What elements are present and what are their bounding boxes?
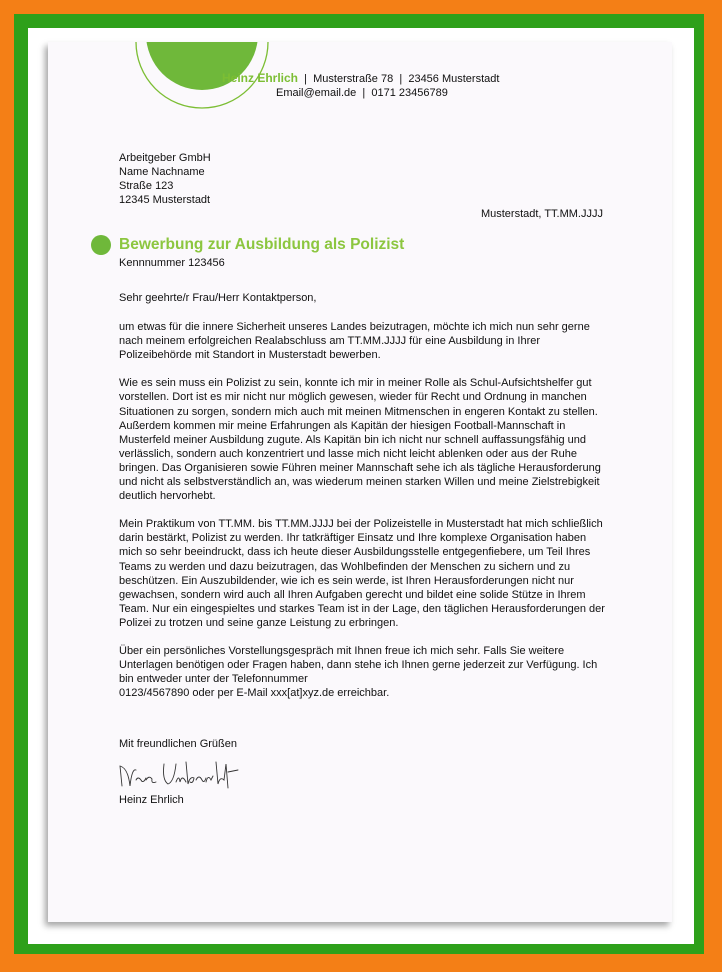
contact-line: 0123/4567890 oder per E-Mail xxx[at]xyz.de erreichbar.: [119, 687, 390, 700]
sender-phone: 0171 23456789: [371, 87, 448, 99]
paragraph-1: um etwas für die innere Sicherheit unseres Landes beizutragen, möchte ich mich nun sehr gerne nach meinem erfolgreichen Realabschluss am TT.MM.JJJJ für eine Ausbildung in Ihrer Polizeibehörde mit Standort in Musterstadt bewerben.: [119, 321, 590, 362]
recipient-street: Straße 123: [119, 180, 174, 192]
paragraph-3: Mein Praktikum von TT.MM. bis TT.MM.JJJJ bei der Polizeistelle in Musterstadt hat mich schließlich darin bestärkt, Polizist zu werden. Ihr tatkräftiger Einsatz und Ihre komplexe Organisation haben mich so sehr beeindruckt, dass ich heute dieser Ausbildungsstelle entgegenfiebere, um Teil Ihres Teams zu werden und dazu beizutragen, das Wohlbefinden der Menschen zu sichern und zu beschützen. Ein Auszubildender, wie ich es sein werde, ist Ihren Herausforderungen nicht nur gewachsen, sondern wird auch all Ihren Aufgaben gerecht und bildet eine solide Stütze in Ihrem Team. Nur ein eingespieltes und starkes Team ist in der Lage, den täglichen Herausforderungen der Polizei zu trotzen und seine ganze Leistung zu erbringen.: [119, 518, 605, 629]
sender-email: Email@email.de: [276, 87, 357, 99]
paragraph-2: Wie es sein muss ein Polizist zu sein, konnte ich mir in meiner Rolle als Schul-Aufsichtshelfer gut vorstellen. Dort ist es mir nicht nur möglich gewesen, wieder für Recht und Ordnung in manchen Situationen zu sorgen, sondern mich auch mit meinen Mitmenschen in engeren Kontakt zu stellen. Außerdem kommen mir meine Erfahrungen als Kapitän der hiesigen Football-Mannschaft in Musterfeld meiner Ausbildung zugute. Als Kapitän bin ich nicht nur schnell auffassungsfähig und verlässlich, sondern auch konzentriert und lasse mich nicht leicht ablenken oder aus der Ruhe bringen. Das Organisieren sowie Führen meiner Mannschaft sehe ich als tägliche Herausforderung und nicht als selbstverständlich an, was wiederum meinen starken Willen und meine Zielstrebigkeit deutlich hervorhebt.: [119, 377, 601, 503]
paragraph-4: Über ein persönliches Vorstellungsgespräch mit Ihnen freue ich mich sehr. Falls Sie weitere Unterlagen benötigen oder Fragen haben, dann stehe ich Ihnen gerne jederzeit zur Verfügung. Ich bin entweder unter der Telefonnummer 0123/4567890 oder per E-Mail xxx[at]xyz.de erreichbar.: [119, 644, 598, 700]
green-circle-logo-icon: [132, 42, 274, 152]
recipient-city: 12345 Musterstadt: [119, 194, 211, 206]
reference-number: Kennnummer 123456: [119, 257, 225, 269]
salutation: Sehr geehrte/r Frau/Herr Kontaktperson,: [119, 292, 317, 304]
letter-date: Musterstadt, TT.MM.JJJJ: [480, 208, 603, 220]
sender-city: 23456 Musterstadt: [408, 73, 500, 85]
header-line-2: Email@email.de | 0171 23456789: [276, 87, 448, 99]
recipient-person: Name Nachname: [119, 166, 205, 178]
green-dot-icon: [91, 235, 111, 255]
closing: Mit freundlichen Grüßen: [119, 738, 237, 750]
sender-street: Musterstraße 78: [313, 73, 394, 85]
handwritten-signature: [116, 758, 242, 796]
signer-name: Heinz Ehrlich: [119, 794, 184, 806]
recipient-address: [119, 151, 211, 207]
sender-name: Heinz Ehrlich: [222, 71, 299, 85]
header-line-1: Heinz Ehrlich | Musterstraße 78 | 23456 Musterstadt: [222, 71, 500, 85]
letter-subject: Bewerbung zur Ausbildung als Polizist: [119, 236, 405, 253]
letter-body: [119, 291, 605, 700]
recipient-company: Arbeitgeber GmbH: [119, 152, 211, 164]
